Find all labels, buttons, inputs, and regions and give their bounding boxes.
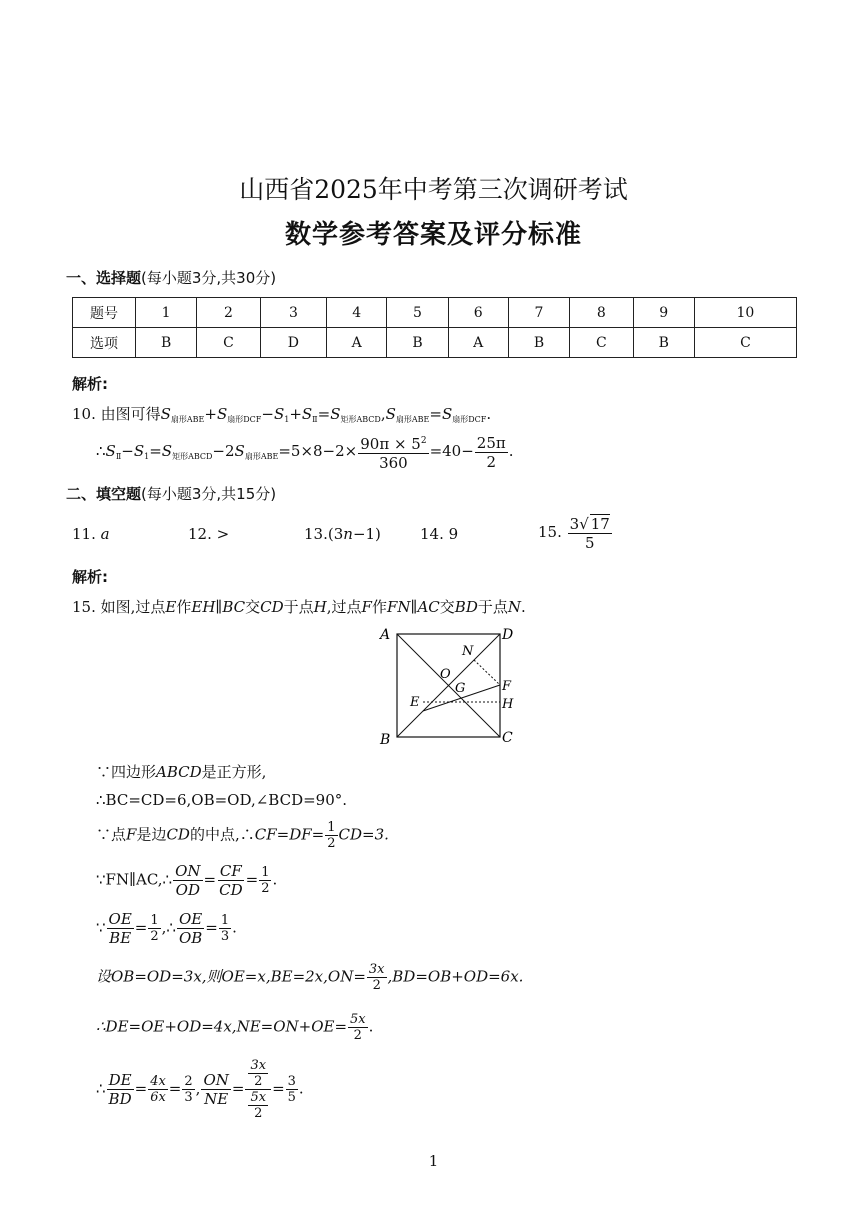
t: ABCD <box>156 763 202 781</box>
calc: =40− <box>429 442 474 460</box>
denominator: 2 <box>254 1106 263 1121</box>
fraction <box>367 962 387 993</box>
numerator: 2 <box>184 1074 193 1089</box>
denominator: BD <box>108 1090 132 1108</box>
step-4 <box>96 862 277 899</box>
coef: 2 <box>225 442 235 460</box>
answer-table <box>72 297 797 358</box>
t: CD <box>166 825 190 844</box>
numerator: DE <box>108 1071 132 1089</box>
numerator: OE <box>179 910 203 928</box>
value: (3 <box>327 525 344 543</box>
step-8 <box>96 1058 304 1121</box>
numerator: 5x <box>250 1090 267 1105</box>
therefore: ∴ <box>96 442 106 460</box>
label: 13. <box>304 525 328 543</box>
op: = <box>134 1079 148 1098</box>
fraction <box>348 1012 368 1043</box>
op: . <box>272 870 278 889</box>
denominator: 2 <box>372 978 381 993</box>
sym: S <box>234 442 245 460</box>
radicand: 17 <box>590 515 610 533</box>
table-row <box>73 328 797 358</box>
op: = <box>272 1079 285 1098</box>
numerator: 1 <box>261 865 270 880</box>
op: . <box>232 918 237 937</box>
subscript: 扇形ABE <box>170 415 205 424</box>
subscript: 矩形ABCD <box>340 415 381 424</box>
table-cell: 10 <box>694 298 796 328</box>
op: = <box>168 1079 182 1098</box>
subscript: 1 <box>284 415 290 424</box>
numerator: 3x <box>368 962 385 977</box>
t: ∴DE=OE+OD=4x,NE=ON+OE= <box>96 1017 348 1036</box>
numerator: CF <box>219 862 242 880</box>
label-e: E <box>410 695 420 710</box>
t: CD <box>260 598 284 616</box>
t: ,过点 <box>326 598 362 616</box>
answer-13 <box>304 525 381 543</box>
t: 设OB=OD=3x,则OE=x,BE=2x,ON= <box>96 967 366 986</box>
table-cell: B <box>136 328 197 358</box>
table-cell: 3 <box>260 298 326 328</box>
op: = <box>134 918 148 937</box>
op: , <box>195 1079 201 1098</box>
label-h: H <box>502 697 514 712</box>
subscript: Ⅱ <box>115 452 122 461</box>
t: BC <box>222 598 246 616</box>
subscript: Ⅱ <box>312 415 318 424</box>
table-cell: 1 <box>136 298 197 328</box>
fraction <box>248 1058 268 1089</box>
sym: S <box>385 405 396 423</box>
fraction <box>219 913 231 944</box>
op: − <box>261 405 274 423</box>
t: H <box>313 598 327 616</box>
numerator: 3 <box>569 515 580 533</box>
op: + <box>289 405 302 423</box>
q10-line1 <box>72 403 491 425</box>
numerator: 90π × 5 <box>360 435 421 453</box>
fraction <box>475 434 508 471</box>
t: ∵FN∥AC,∴ <box>96 870 173 889</box>
sym: S <box>216 405 228 423</box>
sym: S <box>441 405 453 423</box>
t: ,∴ <box>161 918 176 937</box>
document-subtitle: 数学参考答案及评分标准 <box>284 220 582 250</box>
page-number: 1 <box>428 1152 439 1170</box>
denominator: OD <box>175 881 200 899</box>
table-cell: 5 <box>387 298 448 328</box>
denominator: NE <box>204 1090 229 1108</box>
denominator: 5 <box>584 534 595 552</box>
t: ∴ <box>96 1079 106 1098</box>
op: . <box>486 405 492 423</box>
table-header-question: 题号 <box>73 298 136 328</box>
t: BD <box>454 598 478 616</box>
t: 于点 <box>283 598 314 616</box>
q15-intro <box>72 596 526 617</box>
op: = <box>205 918 218 937</box>
numerator: 25π <box>476 433 506 452</box>
label-d: D <box>502 627 514 643</box>
fraction <box>568 514 612 552</box>
op: + <box>204 405 217 423</box>
label-c: C <box>502 730 513 746</box>
table-cell: 9 <box>633 298 694 328</box>
analysis-label-2 <box>72 566 108 587</box>
subscript: 扇形ABE <box>395 415 430 424</box>
analysis-label-text: 解析: <box>72 375 108 393</box>
table-cell: B <box>633 328 694 358</box>
fraction <box>173 862 202 899</box>
t: 作 <box>176 598 192 616</box>
value: a <box>100 525 110 543</box>
calc: =5×8−2× <box>278 442 358 460</box>
answer-14: 14. 9 <box>420 525 459 543</box>
t: E <box>165 598 177 616</box>
table-cell: 2 <box>197 298 261 328</box>
numerator: 4x <box>150 1074 166 1089</box>
sym: S <box>160 405 171 423</box>
subscript: 扇形DCF <box>452 415 487 424</box>
step-3 <box>96 820 389 851</box>
t: . <box>521 598 526 616</box>
t: AC <box>417 598 440 616</box>
subscript: 1 <box>144 452 150 461</box>
t: 15. 如图,过点 <box>72 598 166 616</box>
analysis-label-text: 解析: <box>72 568 108 586</box>
section2-note: (每小题3分,共15分) <box>141 485 277 503</box>
label-g: G <box>455 681 466 696</box>
table-cell: B <box>387 328 448 358</box>
table-cell: 6 <box>448 298 508 328</box>
sqrt-sign: √ <box>579 515 589 533</box>
fraction <box>201 1071 230 1108</box>
fraction <box>217 862 245 899</box>
numerator: OE <box>108 910 132 928</box>
numerator: 1 <box>327 820 336 835</box>
value: n <box>343 525 353 543</box>
analysis-label-1 <box>72 373 108 394</box>
op: = <box>231 1079 245 1098</box>
denominator: 2 <box>254 1074 263 1089</box>
square-figure <box>370 624 520 750</box>
denominator: OB <box>178 929 203 947</box>
answer-15 <box>538 514 613 552</box>
sym: S <box>133 442 145 460</box>
section1-heading <box>66 267 276 288</box>
t: CF=DF= <box>254 825 325 844</box>
answer-11 <box>72 525 110 543</box>
t: F <box>126 825 137 844</box>
op: = <box>203 870 217 889</box>
numerator: ON <box>175 862 201 880</box>
label-n: N <box>462 644 474 659</box>
denominator: 2 <box>327 836 336 851</box>
table-cell: A <box>327 328 387 358</box>
sym: S <box>161 442 173 460</box>
numerator: 3x <box>250 1058 267 1073</box>
step-2: ∴BC=CD=6,OB=OD,∠BCD=90°. <box>96 791 348 809</box>
label-a: A <box>380 627 391 643</box>
denominator: 2 <box>261 881 270 896</box>
fraction <box>286 1074 298 1105</box>
table-cell: A <box>448 328 508 358</box>
label-o: O <box>440 667 451 682</box>
q10-prefix: 10. 由图可得 <box>72 405 161 423</box>
t: CD=3. <box>338 825 389 844</box>
section1-note: (每小题3分,共30分) <box>141 269 277 287</box>
superscript: 2 <box>420 436 427 446</box>
label: 11. <box>72 525 96 543</box>
t: F <box>361 598 372 616</box>
fraction <box>148 1074 168 1105</box>
denominator: 5 <box>287 1090 296 1105</box>
q10-line2 <box>96 432 514 472</box>
table-cell: 8 <box>570 298 634 328</box>
op: . <box>508 442 514 460</box>
fraction <box>107 1071 134 1108</box>
op: − <box>212 442 225 460</box>
label-f: F <box>502 679 512 694</box>
denominator: 6x <box>150 1090 166 1105</box>
step-6 <box>96 962 523 993</box>
denominator: 3 <box>220 929 230 944</box>
subscript: 矩形ABCD <box>172 452 213 461</box>
fraction <box>325 820 337 851</box>
denominator: 2 <box>353 1028 362 1043</box>
t: ∵点 <box>96 825 127 844</box>
t: ∵ <box>96 918 106 937</box>
complex-fraction <box>245 1058 271 1121</box>
label: 15. <box>538 523 562 541</box>
op: = <box>245 870 259 889</box>
table-cell: 7 <box>508 298 569 328</box>
subscript: 扇形DCF <box>227 415 262 424</box>
t: ∥ <box>410 598 418 616</box>
table-cell: C <box>197 328 261 358</box>
sym: S <box>105 442 116 460</box>
t: FN <box>386 598 411 616</box>
subscript: 扇形ABE <box>244 452 279 461</box>
numerator: 3 <box>287 1074 296 1089</box>
op: − <box>121 442 134 460</box>
op: . <box>368 1017 374 1036</box>
t: N <box>507 598 521 616</box>
fraction <box>182 1074 194 1105</box>
table-cell: D <box>260 328 326 358</box>
step-7 <box>96 1012 373 1043</box>
fraction <box>259 865 271 896</box>
denominator: 2 <box>486 452 497 471</box>
table-header-option: 选项 <box>73 328 136 358</box>
numerator: 1 <box>220 913 230 928</box>
answer-12: 12. > <box>188 525 230 543</box>
section1-heading-text: 一、选择题 <box>66 269 142 287</box>
t: ∥ <box>215 598 223 616</box>
value: −1) <box>352 525 381 543</box>
step-5 <box>96 910 237 947</box>
fraction <box>248 1090 268 1121</box>
fraction <box>358 432 428 472</box>
t: 于点 <box>477 598 508 616</box>
numerator: 1 <box>150 913 159 928</box>
denominator: 360 <box>379 454 408 472</box>
table-cell: B <box>508 328 569 358</box>
t: EH <box>191 598 216 616</box>
op: . <box>298 1079 304 1098</box>
table-row <box>73 298 797 328</box>
sym: S <box>301 405 313 423</box>
t: ,BD=OB+OD=6x. <box>387 967 524 986</box>
sym: S <box>273 405 285 423</box>
t: 交 <box>245 598 261 616</box>
fraction <box>177 910 204 947</box>
denominator: BE <box>109 929 132 947</box>
t: ∵四边形 <box>96 763 157 781</box>
t: 是边 <box>136 825 167 844</box>
sym: S <box>330 405 341 423</box>
denominator: 3 <box>184 1090 193 1105</box>
numerator: 5x <box>350 1012 366 1027</box>
numerator: ON <box>203 1071 229 1089</box>
document-title: 山西省2025年中考第三次调研考试 <box>239 175 628 204</box>
op: , <box>380 405 386 423</box>
fraction <box>107 910 134 947</box>
op: = <box>429 405 442 423</box>
label-b: B <box>380 732 391 748</box>
t: 的中点,∴ <box>189 825 255 844</box>
section2-heading <box>66 483 276 504</box>
denominator: 2 <box>150 929 159 944</box>
denominator: CD <box>219 881 243 899</box>
t: 交 <box>439 598 455 616</box>
t: 是正方形, <box>201 763 267 781</box>
segment-fn <box>474 660 500 685</box>
t: 作 <box>371 598 387 616</box>
step-1 <box>96 761 266 782</box>
op: = <box>149 442 162 460</box>
table-cell: C <box>694 328 796 358</box>
fraction <box>148 913 160 944</box>
table-cell: C <box>570 328 634 358</box>
section2-heading-text: 二、填空题 <box>66 485 142 503</box>
table-cell: 4 <box>327 298 387 328</box>
op: = <box>317 405 331 423</box>
